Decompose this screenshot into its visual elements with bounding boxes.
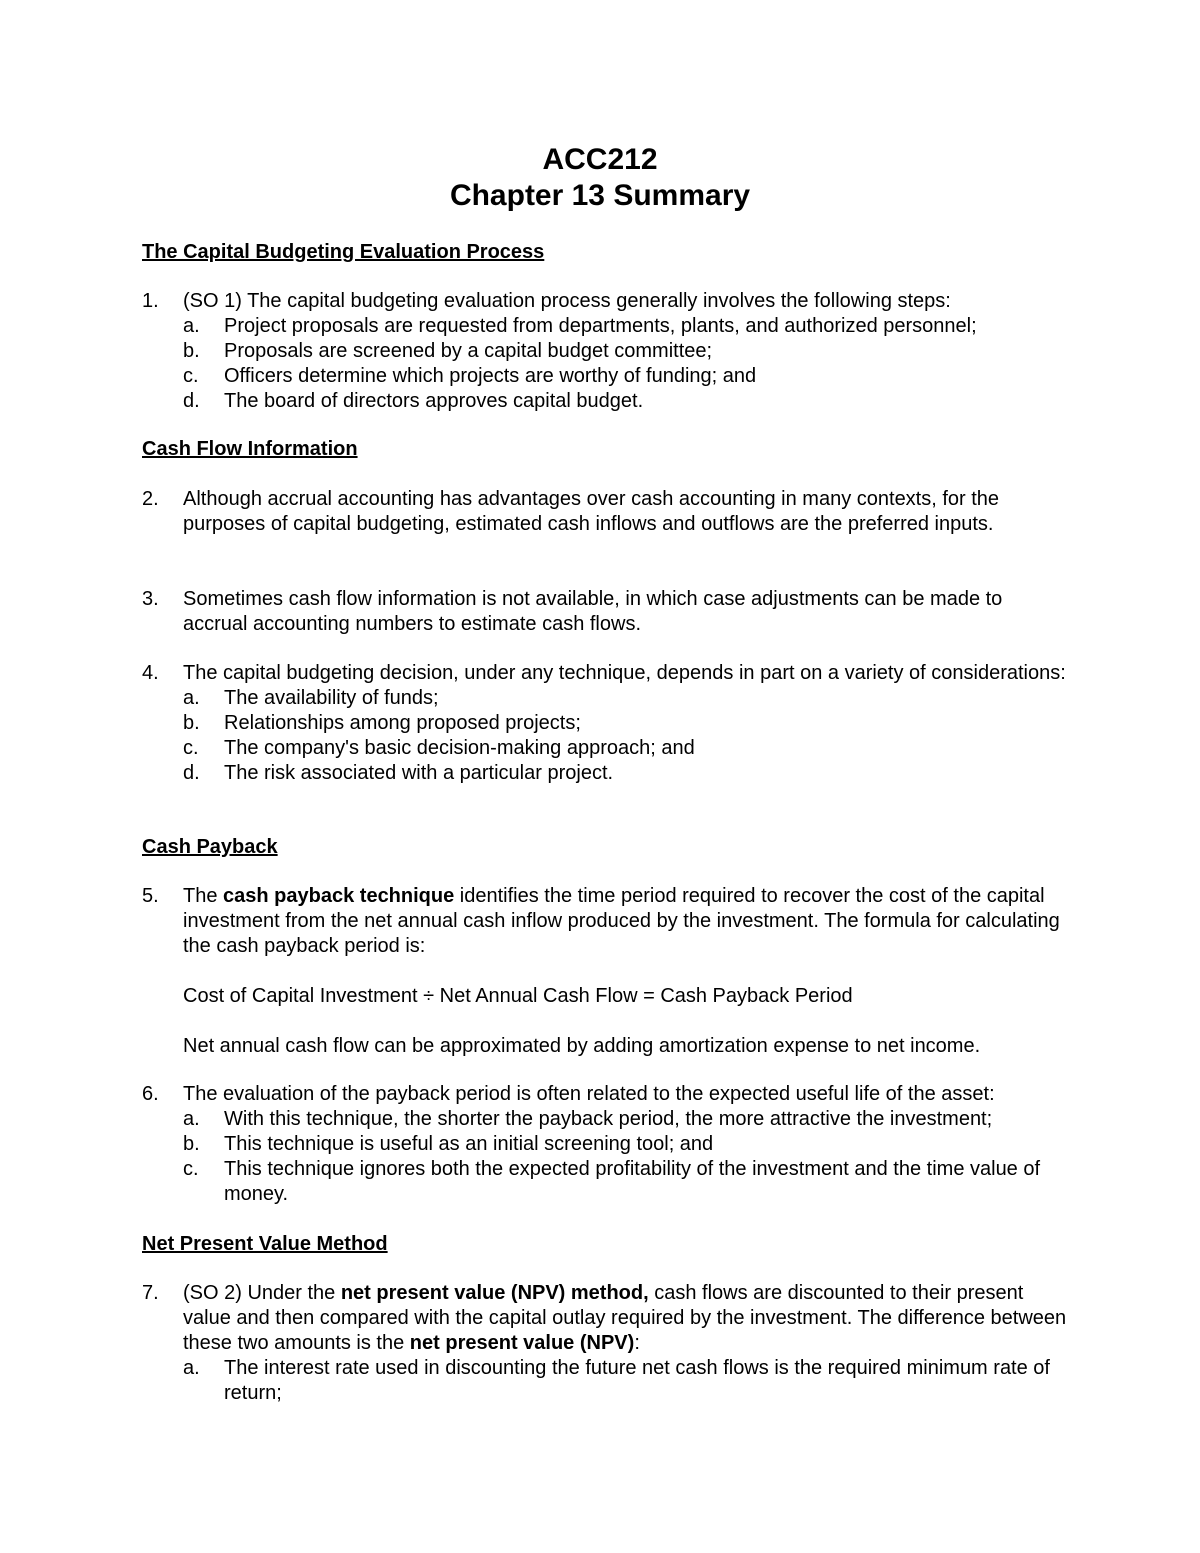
- item-text: Although accrual accounting has advantages over cash accounting in many contexts, for the purposes of capital budgeting, estimated cash inflows and outflows are the preferred inputs.: [183, 488, 1000, 535]
- item-number: 4.: [142, 662, 159, 684]
- sub-item-1d: d. The board of directors approves capital budget.: [183, 390, 644, 412]
- list-item-1: [142, 289, 1072, 414]
- item-number: 7.: [142, 1282, 159, 1304]
- list-item-4: [142, 661, 1072, 786]
- sub-item-4b: b. Relationships among proposed projects;: [183, 712, 581, 734]
- sub-item-6c: c. This technique ignores both the expected profitability of the investment and the time value of money.: [183, 1158, 1041, 1205]
- section-heading-cash-payback: Cash Payback: [142, 836, 278, 858]
- sub-item-4a: a. The availability of funds;: [183, 687, 439, 709]
- list-item-2: [142, 487, 1072, 537]
- term-npv-method: net present value (NPV) method,: [340, 1282, 649, 1304]
- item-number: 3.: [142, 588, 159, 610]
- list-item-6: [142, 1082, 1072, 1207]
- sub-item-7a: a. The interest rate used in discounting the future net cash flows is the required minimum rate of return;: [183, 1357, 1050, 1404]
- item-number: 6.: [142, 1083, 159, 1105]
- item-text: The capital budgeting decision, under any technique, depends in part on a variety of considerations:: [183, 662, 1066, 684]
- term-npv: net present value (NPV): [409, 1332, 635, 1354]
- item-text: (SO 1) The capital budgeting evaluation process generally involves the following steps:: [183, 290, 951, 312]
- sub-item-6b: b. This technique is useful as an initial screening tool; and: [183, 1133, 714, 1155]
- term-cash-payback: cash payback technique: [223, 885, 455, 907]
- section-heading-npv: Net Present Value Method: [142, 1233, 388, 1255]
- item-text: Sometimes cash flow information is not available, in which case adjustments can be made to accrual accounting numbers to estimate cash flows.: [183, 588, 1003, 635]
- item-number: 1.: [142, 290, 159, 312]
- item-text: (SO 2) Under the net present value (NPV) method, cash flows are discounted to their present value and then compared with the capital outlay required by the investment. The difference between these two amounts is the net present value (NPV):: [183, 1282, 1067, 1354]
- item-text: The cash payback technique identifies the time period required to recover the cost of the capital investment from the net annual cash inflow produced by the investment. The formula for calculating the cash payback period is:: [183, 885, 1060, 957]
- payback-formula: Cost of Capital Investment ÷ Net Annual Cash Flow = Cash Payback Period: [183, 985, 853, 1007]
- payback-note: Net annual cash flow can be approximated by adding amortization expense to net income.: [183, 1035, 981, 1057]
- sub-item-6a: a. With this technique, the shorter the payback period, the more attractive the investment;: [183, 1108, 993, 1130]
- sub-item-4d: d. The risk associated with a particular project.: [183, 762, 614, 784]
- section-heading-cash-flow: Cash Flow Information: [142, 438, 358, 460]
- item-number: 5.: [142, 885, 159, 907]
- list-item-5: [142, 884, 1072, 1059]
- item-text: The evaluation of the payback period is often related to the expected useful life of the asset:: [183, 1083, 995, 1105]
- section-heading-capital-budgeting: The Capital Budgeting Evaluation Process: [142, 241, 545, 263]
- sub-item-1c: c. Officers determine which projects are worthy of funding; and: [183, 365, 757, 387]
- chapter-title: Chapter 13 Summary: [449, 179, 751, 212]
- item-number: 2.: [142, 488, 159, 510]
- list-item-3: [142, 587, 1072, 637]
- list-item-7: [142, 1281, 1072, 1406]
- course-code-title: ACC212: [542, 143, 658, 176]
- sub-item-1b: b. Proposals are screened by a capital budget committee;: [183, 340, 713, 362]
- sub-item-4c: c. The company's basic decision-making approach; and: [183, 737, 695, 759]
- sub-item-1a: a. Project proposals are requested from departments, plants, and authorized personnel;: [183, 315, 977, 337]
